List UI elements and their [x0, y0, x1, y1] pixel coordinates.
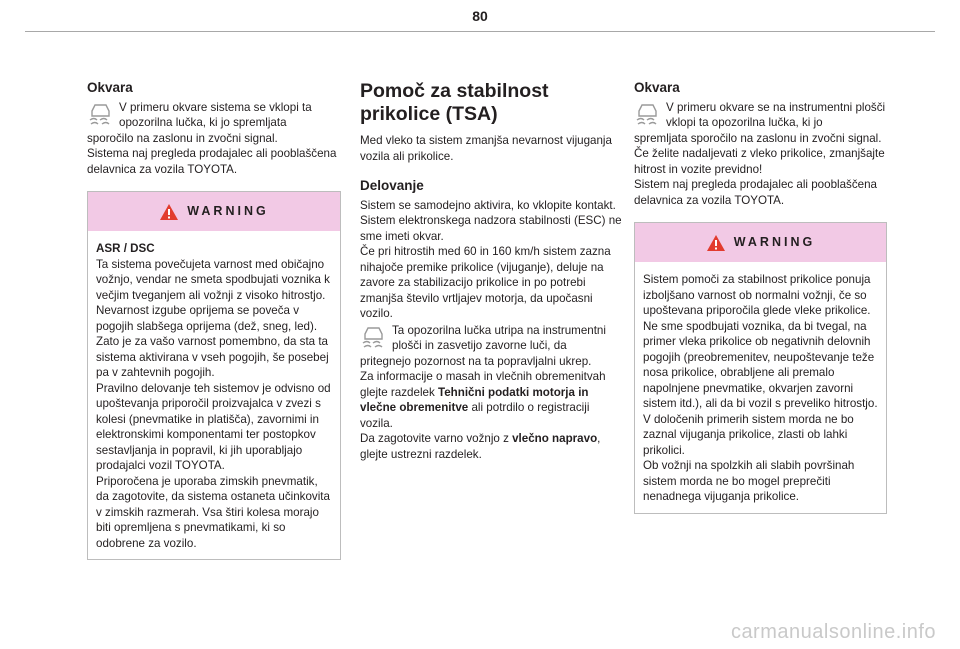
warning-box — [87, 191, 341, 560]
warning-triangle-icon — [159, 203, 179, 221]
warning-title: WARNING — [187, 203, 269, 218]
warning-paragraph: Pravilno delovanje teh sistemov je odvisno od upoštevanja priporočil proizvajalca v zvezi s kolesi (pnevmatike in platišča), zavornimi in elektronskimi komponentami ter postopkov sestavljanja in popravil, ki jih uporabljajo prodajalci vozil TOYOTA. — [96, 381, 331, 472]
paragraph: spremljata sporočilo na zaslonu in zvočni signal. — [634, 131, 882, 145]
section-reference-link: Tehnični podatki motorja in vlečne obremenitve — [360, 385, 589, 414]
warning-body — [88, 231, 340, 559]
warning-header — [635, 223, 886, 262]
paragraph: Če želite nadaljevati z vleko prikolice, zmanjšajte hitrost in vozite previdno! — [634, 147, 885, 176]
warning-paragraph: Sistem pomoči za stabilnost prikolice ponuja izboljšano varnost ob normalni vožnji, če so upoštevana priporočila glede vleke prikolice. Ne sme spodbujati voznika, da bi tvegal, na primer vleka prikolice ob negativnih delovnih pogojih (preobremenitev, neupoštevanje teže nosa prikolice, obrabljene ali premalo napolnjene pnevmatike, okvarjen zavorni sistem itd.), ali da bi vozil s preveliko hitrostjo. — [643, 273, 878, 410]
warning-title: WARNING — [733, 234, 816, 249]
section-reference-link: vlečno napravo — [512, 432, 598, 445]
indicator-description: V primeru okvare sistema se vklopi ta opozorilna lučka, ki jo spremljata — [119, 100, 312, 129]
section-heading: Delovanje — [360, 178, 424, 193]
warning-triangle-icon — [706, 234, 726, 252]
page-number: 80 — [472, 8, 488, 24]
trailer-sway-warning-icon — [360, 324, 387, 348]
warning-box — [634, 222, 887, 514]
left-column — [87, 80, 341, 560]
paragraph: Sistema naj pregleda prodajalec ali pooblaščena delavnica za vozila TOYOTA. — [87, 147, 337, 176]
warning-lamp-row — [360, 323, 622, 354]
info-paragraph: Za informacije o masah in vlečnih obremenitvah glejte razdelek Tehnični podatki motorja in vlečne obremenitve ali potrdilo o registraciji vozila. — [360, 370, 606, 430]
page-title: Pomoč za stabilnost prikolice (TSA) — [360, 80, 549, 125]
paragraph: Če pri hitrostih med 60 in 160 km/h sistem zazna nihajoče premike prikolice (vijuganje), deluje na zavore za stabilizacijo prikolice in po potrebi zmanjša število vrtljajev motorja, da upočasni vozilo. — [360, 245, 611, 320]
warning-body — [635, 262, 886, 513]
paragraph: Sistem se samodejno aktivira, ko vklopite kontakt. — [360, 198, 616, 212]
warning-paragraph: V določenih primerih sistem morda ne bo zaznal vijuganja prikolice, zlasti ob lahki prikolici. — [643, 412, 854, 457]
paragraph: Sistem elektronskega nadzora stabilnosti (ESC) ne sme imeti okvar. — [360, 214, 622, 243]
right-column — [634, 80, 887, 514]
warning-paragraph: Zato je za vašo varnost pomembno, da sta ta sistema aktivirana v vseh pogojih, še posebej pa v zahtevnih pogojih. — [96, 335, 329, 379]
intro-paragraph: Med vleko ta sistem zmanjša nevarnost vijuganja vozila ali prikolice. — [360, 134, 612, 163]
warning-paragraph: Ta sistema povečujeta varnost med običajno vožnjo, vendar ne smeta spodbujati voznika k večjim tveganjem ali vožnji z visoko hitrostjo. — [96, 257, 330, 302]
section-heading: Okvara — [634, 80, 680, 95]
header-rule — [25, 31, 935, 32]
section-heading: Okvara — [87, 80, 133, 95]
paragraph: pritegnejo pozornost na ta popravljalni ukrep. — [360, 354, 592, 368]
paragraph: sporočilo na zaslonu in zvočni signal. — [87, 131, 278, 145]
warning-lamp-row — [634, 100, 887, 131]
paragraph: Sistem naj pregleda prodajalec ali pooblaščena delavnica za vozila TOYOTA. — [634, 178, 877, 207]
warning-paragraph: Priporočena je uporaba zimskih pnevmatik, da zagotovite, da sistema ostaneta učinkovita v zimskih razmerah. Vsa štiri kolesa morajo biti opremljena s pnevmatikami, ki so odobrene za vozilo. — [96, 474, 330, 550]
skid-warning-icon — [634, 101, 661, 125]
warning-subheading: ASR / DSC — [96, 242, 155, 255]
warning-paragraph: Ob vožnji na spolzkih ali slabih površinah sistem morda ne bo mogel preprečiti nenadnega vijuganja prikolice. — [643, 459, 855, 503]
middle-column — [360, 80, 622, 462]
warning-header — [88, 192, 340, 231]
watermark: carmanualsonline.info — [730, 621, 936, 643]
skid-warning-icon — [87, 101, 114, 125]
warning-lamp-row — [87, 100, 341, 131]
indicator-description: Ta opozorilna lučka utripa na instrumentni plošči in zasvetijo zavorne luči, da — [392, 323, 606, 352]
indicator-description: V primeru okvare se na instrumentni plošči vklopi ta opozorilna lučka, ki jo — [666, 100, 886, 129]
tow-paragraph: Da zagotovite varno vožnjo z vlečno napravo, glejte ustrezni razdelek. — [360, 432, 601, 461]
warning-paragraph: Nevarnost izgube oprijema se poveča v pogojih slabšega oprijema (dež, sneg, led). — [96, 304, 318, 333]
